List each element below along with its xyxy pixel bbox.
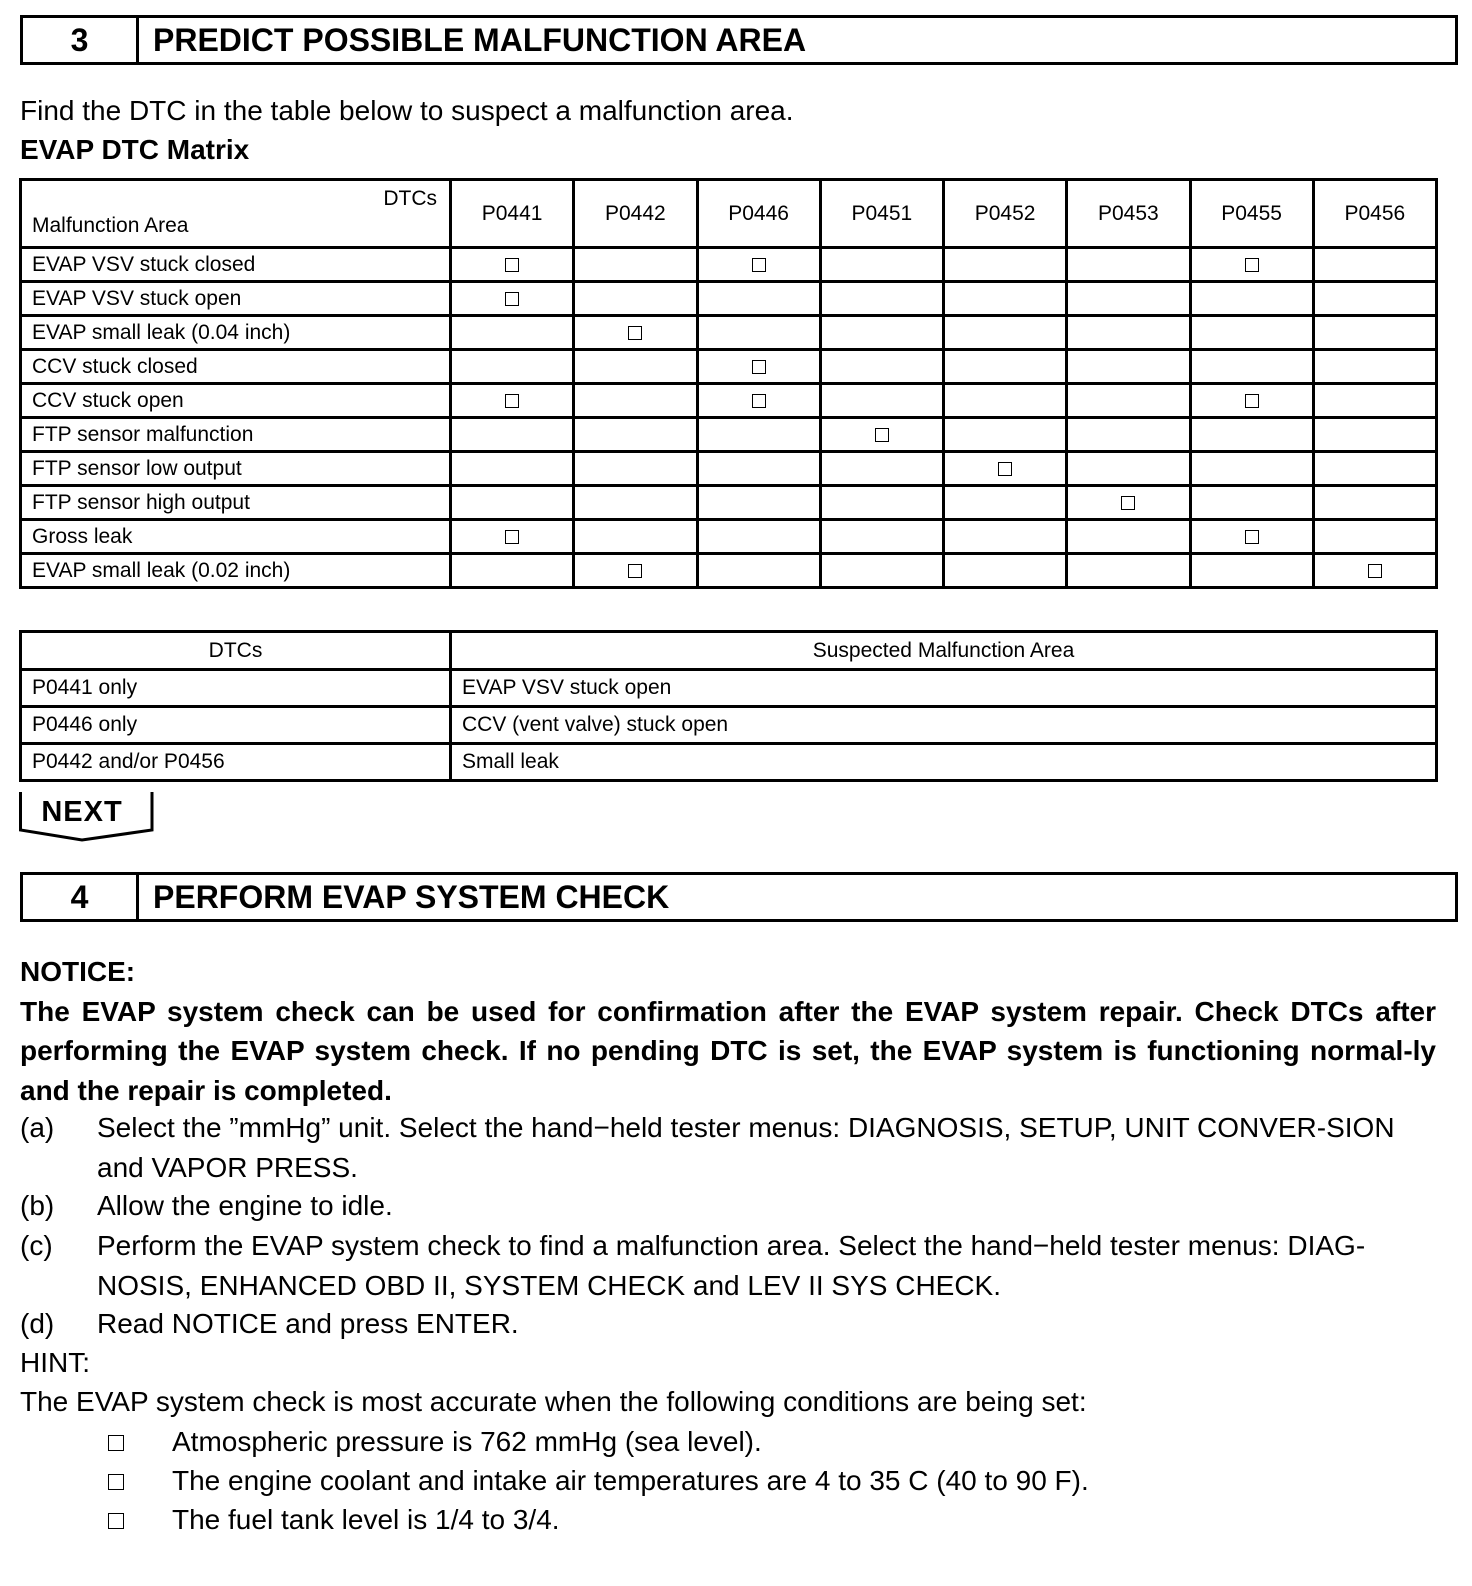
matrix-cell: [944, 248, 1067, 282]
matrix-cell: [1313, 452, 1436, 486]
checkbox-mark-icon: [628, 326, 642, 340]
matrix-cell: [1067, 486, 1190, 520]
dtc-code-header: P0441: [451, 180, 574, 248]
matrix-cell: [1313, 350, 1436, 384]
checkbox-bullet-icon: [108, 1474, 124, 1490]
checkbox-mark-icon: [1245, 394, 1259, 408]
matrix-row: [21, 316, 1437, 350]
matrix-cell: [697, 452, 820, 486]
matrix-cell: [1190, 520, 1313, 554]
matrix-cell: [1067, 316, 1190, 350]
matrix-cell: [1190, 486, 1313, 520]
checkbox-mark-icon: [505, 394, 519, 408]
dtc-code-header: P0453: [1067, 180, 1190, 248]
malfunction-area-cell: EVAP small leak (0.04 inch): [21, 316, 451, 350]
matrix-cell: [1067, 520, 1190, 554]
matrix-cell: [697, 486, 820, 520]
matrix-cell: [451, 418, 574, 452]
notice-block: [20, 952, 1436, 1110]
malfunction-area-cell: FTP sensor high output: [21, 486, 451, 520]
step-b-text: Allow the engine to idle.: [97, 1190, 393, 1221]
suspect-area-cell: EVAP VSV stuck open: [451, 670, 1437, 707]
matrix-cell: [697, 282, 820, 316]
matrix-cell: [820, 452, 943, 486]
matrix-cell: [1067, 418, 1190, 452]
dtc-code-header: P0451: [820, 180, 943, 248]
checkbox-mark-icon: [1121, 496, 1135, 510]
matrix-cell: [820, 248, 943, 282]
matrix-cell: [820, 350, 943, 384]
malfunction-area-cell: FTP sensor low output: [21, 452, 451, 486]
matrix-cell: [944, 486, 1067, 520]
matrix-cell: [944, 350, 1067, 384]
step-4-title: PERFORM EVAP SYSTEM CHECK: [153, 878, 670, 915]
step-c-text: Perform the EVAP system check to find a malfunction area. Select the hand−held tester menus: DIAG-NOSIS, ENHANCED OBD II, SYSTEM CHECK and LEV II SYS CHECK.: [97, 1230, 1366, 1301]
matrix-cell: [697, 418, 820, 452]
step-3-intro: Find the DTC in the table below to suspect a malfunction area.: [20, 95, 794, 126]
matrix-cell: [451, 316, 574, 350]
matrix-row: [21, 520, 1437, 554]
matrix-cell: [944, 282, 1067, 316]
suspect-dtc-cell: P0442 and/or P0456: [21, 744, 451, 781]
malfunction-area-cell: EVAP VSV stuck open: [21, 282, 451, 316]
matrix-cell: [1190, 316, 1313, 350]
matrix-row: [21, 384, 1437, 418]
hint-label: HINT:: [20, 1347, 90, 1378]
matrix-cell: [1190, 452, 1313, 486]
matrix-cell: [697, 316, 820, 350]
malfunction-area-cell: EVAP small leak (0.02 inch): [21, 554, 451, 588]
matrix-cell: [944, 520, 1067, 554]
matrix-cell: [451, 452, 574, 486]
matrix-cell: [820, 520, 943, 554]
matrix-cell: [574, 520, 697, 554]
matrix-cell: [944, 554, 1067, 588]
matrix-row: [21, 452, 1437, 486]
malfunction-area-cell: FTP sensor malfunction: [21, 418, 451, 452]
checkbox-mark-icon: [752, 360, 766, 374]
step-3-number: 3: [23, 18, 139, 62]
matrix-cell: [574, 316, 697, 350]
matrix-header-row: [21, 180, 1437, 248]
matrix-cell: [1313, 384, 1436, 418]
matrix-cell: [1190, 350, 1313, 384]
step-d-text: Read NOTICE and press ENTER.: [97, 1308, 519, 1339]
matrix-cell: [1190, 248, 1313, 282]
matrix-title: EVAP DTC Matrix: [20, 134, 250, 165]
matrix-cell: [1190, 384, 1313, 418]
matrix-cell: [1313, 282, 1436, 316]
checkbox-mark-icon: [875, 428, 889, 442]
matrix-cell: [820, 554, 943, 588]
matrix-cell: [451, 520, 574, 554]
suspected-area-table: [19, 630, 1438, 782]
hint-intro: The EVAP system check is most accurate when the following conditions are being set:: [20, 1386, 1087, 1417]
checkbox-mark-icon: [1245, 258, 1259, 272]
matrix-row: [21, 350, 1437, 384]
matrix-cell: [820, 282, 943, 316]
checkbox-mark-icon: [1368, 564, 1382, 578]
matrix-cell: [451, 486, 574, 520]
matrix-cell: [1190, 282, 1313, 316]
matrix-cell: [574, 486, 697, 520]
condition-text: The engine coolant and intake air temperatures are 4 to 35 C (40 to 90 F).: [172, 1465, 1089, 1496]
matrix-header-dtcs: DTCs: [383, 187, 437, 210]
matrix-cell: [574, 452, 697, 486]
step-d-marker: (d): [20, 1308, 55, 1339]
matrix-cell: [1067, 350, 1190, 384]
checkbox-bullet-icon: [108, 1435, 124, 1451]
matrix-cell: [1067, 282, 1190, 316]
matrix-row: [21, 282, 1437, 316]
step-4-number: 4: [23, 875, 139, 919]
notice-label: NOTICE:: [20, 956, 136, 987]
checkbox-mark-icon: [1245, 530, 1259, 544]
matrix-cell: [820, 316, 943, 350]
matrix-cell: [574, 554, 697, 588]
dtc-code-header: P0442: [574, 180, 697, 248]
matrix-cell: [451, 350, 574, 384]
matrix-row: [21, 248, 1437, 282]
suspect-header-area: Suspected Malfunction Area: [451, 632, 1437, 670]
dtc-code-header: P0456: [1313, 180, 1436, 248]
next-label: NEXT: [41, 796, 123, 828]
suspect-area-cell: CCV (vent valve) stuck open: [451, 707, 1437, 744]
step-c-marker: (c): [20, 1230, 53, 1261]
checkbox-bullet-icon: [108, 1513, 124, 1529]
matrix-corner-header: [21, 180, 451, 248]
suspect-area-cell: Small leak: [451, 744, 1437, 781]
matrix-cell: [697, 248, 820, 282]
suspect-header-dtcs: DTCs: [21, 632, 451, 670]
matrix-header-area: Malfunction Area: [32, 214, 189, 237]
step-b-marker: (b): [20, 1190, 55, 1221]
matrix-cell: [1313, 316, 1436, 350]
checkbox-mark-icon: [752, 258, 766, 272]
malfunction-area-cell: CCV stuck open: [21, 384, 451, 418]
matrix-cell: [574, 282, 697, 316]
matrix-cell: [697, 554, 820, 588]
matrix-cell: [697, 384, 820, 418]
suspect-header-row: [21, 632, 1437, 670]
malfunction-area-cell: EVAP VSV stuck closed: [21, 248, 451, 282]
matrix-cell: [1067, 248, 1190, 282]
matrix-cell: [820, 418, 943, 452]
matrix-cell: [574, 384, 697, 418]
condition-text: Atmospheric pressure is 762 mmHg (sea level).: [172, 1426, 762, 1457]
step-4-header: [20, 872, 1458, 922]
matrix-cell: [944, 316, 1067, 350]
checkbox-mark-icon: [505, 530, 519, 544]
matrix-cell: [451, 248, 574, 282]
matrix-cell: [1313, 554, 1436, 588]
suspect-row: [21, 744, 1437, 781]
matrix-cell: [451, 282, 574, 316]
matrix-cell: [1190, 418, 1313, 452]
matrix-cell: [574, 248, 697, 282]
checkbox-mark-icon: [505, 258, 519, 272]
suspect-row: [21, 670, 1437, 707]
matrix-cell: [451, 384, 574, 418]
suspect-dtc-cell: P0446 only: [21, 707, 451, 744]
checkbox-mark-icon: [505, 292, 519, 306]
step-3-title: PREDICT POSSIBLE MALFUNCTION AREA: [153, 21, 807, 58]
matrix-cell: [1313, 418, 1436, 452]
matrix-row: [21, 418, 1437, 452]
matrix-row: [21, 554, 1437, 588]
notice-text: The EVAP system check can be used for confirmation after the EVAP system repair. Check DTCs after performing the EVAP system check. If no pending DTC is set, the EVAP system is functioning normal-ly and the repair is completed.: [20, 995, 1436, 1106]
step-a-text: Select the ”mmHg” unit. Select the hand−held tester menus: DIAGNOSIS, SETUP, UNIT CONVER-SION and VAPOR PRESS.: [97, 1112, 1395, 1183]
matrix-cell: [451, 554, 574, 588]
checkbox-mark-icon: [998, 462, 1012, 476]
suspect-dtc-cell: P0441 only: [21, 670, 451, 707]
matrix-cell: [820, 486, 943, 520]
malfunction-area-cell: Gross leak: [21, 520, 451, 554]
dtc-code-header: P0455: [1190, 180, 1313, 248]
matrix-cell: [944, 384, 1067, 418]
matrix-cell: [1313, 520, 1436, 554]
matrix-cell: [697, 350, 820, 384]
step-3-header: [20, 15, 1458, 65]
matrix-cell: [697, 520, 820, 554]
matrix-cell: [574, 350, 697, 384]
matrix-cell: [1067, 452, 1190, 486]
matrix-row: [21, 486, 1437, 520]
matrix-cell: [944, 418, 1067, 452]
matrix-cell: [820, 384, 943, 418]
next-button[interactable]: [19, 790, 155, 844]
checkbox-mark-icon: [628, 564, 642, 578]
matrix-cell: [1067, 384, 1190, 418]
matrix-cell: [1313, 486, 1436, 520]
matrix-cell: [574, 418, 697, 452]
dtc-code-header: P0452: [944, 180, 1067, 248]
step-a-marker: (a): [20, 1112, 55, 1143]
evap-dtc-matrix: [19, 178, 1438, 589]
matrix-cell: [1190, 554, 1313, 588]
suspect-row: [21, 707, 1437, 744]
condition-text: The fuel tank level is 1/4 to 3/4.: [172, 1504, 560, 1535]
dtc-code-header: P0446: [697, 180, 820, 248]
matrix-cell: [1067, 554, 1190, 588]
matrix-cell: [944, 452, 1067, 486]
checkbox-mark-icon: [752, 394, 766, 408]
malfunction-area-cell: CCV stuck closed: [21, 350, 451, 384]
matrix-cell: [1313, 248, 1436, 282]
